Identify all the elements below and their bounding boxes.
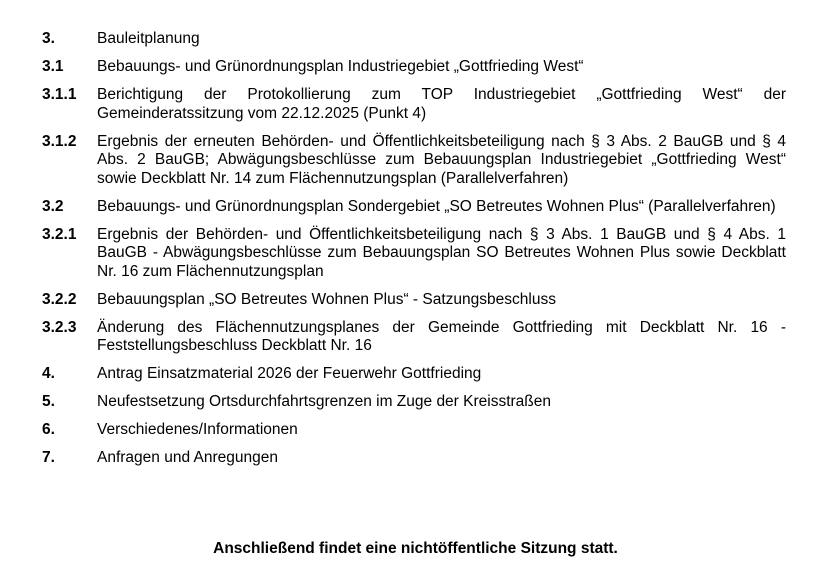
agenda-item-text: Anfragen und Anregungen [97, 449, 278, 466]
agenda-item-4 [42, 365, 786, 384]
agenda-item-number: 3.2.3 [42, 318, 77, 336]
closing-note: Anschließend findet eine nichtöffentliche Sitzung statt. [213, 540, 618, 557]
agenda-item-text: Bauleitplanung [97, 30, 200, 47]
agenda-item-number: 4. [42, 365, 55, 382]
agenda-item-3-1-1 [42, 86, 786, 123]
agenda-item-number: 3.2.1 [42, 225, 77, 243]
agenda-item-number: 3. [42, 30, 55, 47]
agenda-item-3-2-1 [42, 226, 786, 282]
agenda-item-text: Bebauungs- und Grünordnungsplan Industriegebiet „Gottfrieding West“ [97, 58, 584, 75]
agenda-item-number: 6. [42, 421, 55, 438]
agenda-item-3 [42, 30, 786, 49]
agenda-item-text: Bebauungsplan „SO Betreutes Wohnen Plus“ - Satzungsbeschluss [97, 290, 556, 308]
agenda-item-text: Antrag Einsatzmaterial 2026 der Feuerwehr Gottfrieding [97, 365, 482, 382]
agenda-item-3-2-3 [42, 319, 786, 356]
agenda-item-6 [42, 421, 786, 440]
agenda-item-number: 5. [42, 393, 55, 410]
agenda-item-text: Berichtigung der Protokollierung zum TOP Industriegebiet „Gottfrieding West“ der Gemeinderatssitzung vom 22.12.2025 (Punkt 4) [97, 86, 786, 122]
agenda-item-number: 3.1 [42, 58, 64, 75]
agenda-item-7 [42, 449, 786, 468]
agenda-item-number: 3.1.2 [42, 132, 77, 150]
agenda-item-3-1 [42, 58, 786, 77]
agenda-item-text: Änderung des Flächennutzungsplanes der Gemeinde Gottfrieding mit Deckblatt Nr. 16 - Feststellungsbeschluss Deckblatt Nr. 16 [97, 318, 786, 354]
agenda-item-text: Ergebnis der erneuten Behörden- und Öffentlichkeitsbeteiligung nach § 3 Abs. 2 BauGB und § 4 Abs. 2 BauGB; Abwägungsbeschlüsse zum Bebauungsplan Industriegebiet „Gottfrieding West“ sowie Deckblatt Nr. 14 zum Flächennutzungsplan (Parallelverfahren) [97, 132, 786, 187]
agenda-item-text: Ergebnis der Behörden- und Öffentlichkeitsbeteiligung nach § 3 Abs. 1 BauGB und § 4 Abs. 1 BauGB - Abwägungsbeschlüsse zum Bebauungsplan SO Betreutes Wohnen Plus sowie Deckblatt Nr. 16 zum Flächennutzungsplan [97, 225, 786, 280]
agenda-item-3-2-2 [42, 291, 786, 310]
agenda-item-text: Neufestsetzung Ortsdurchfahrtsgrenzen im Zuge der Kreisstraßen [97, 393, 552, 410]
agenda-list [42, 30, 786, 477]
agenda-item-3-2 [42, 198, 786, 217]
agenda-item-number: 3.2.2 [42, 290, 77, 308]
agenda-item-3-1-2 [42, 133, 786, 189]
agenda-item-number: 7. [42, 449, 55, 466]
agenda-item-number: 3.2 [42, 197, 64, 215]
agenda-item-text: Verschiedenes/Informationen [97, 421, 298, 438]
agenda-item-text: Bebauungs- und Grünordnungsplan Sondergebiet „SO Betreutes Wohnen Plus“ (Parallelverfahren) [97, 197, 776, 215]
agenda-item-5 [42, 393, 786, 412]
agenda-item-number: 3.1.1 [42, 86, 77, 103]
